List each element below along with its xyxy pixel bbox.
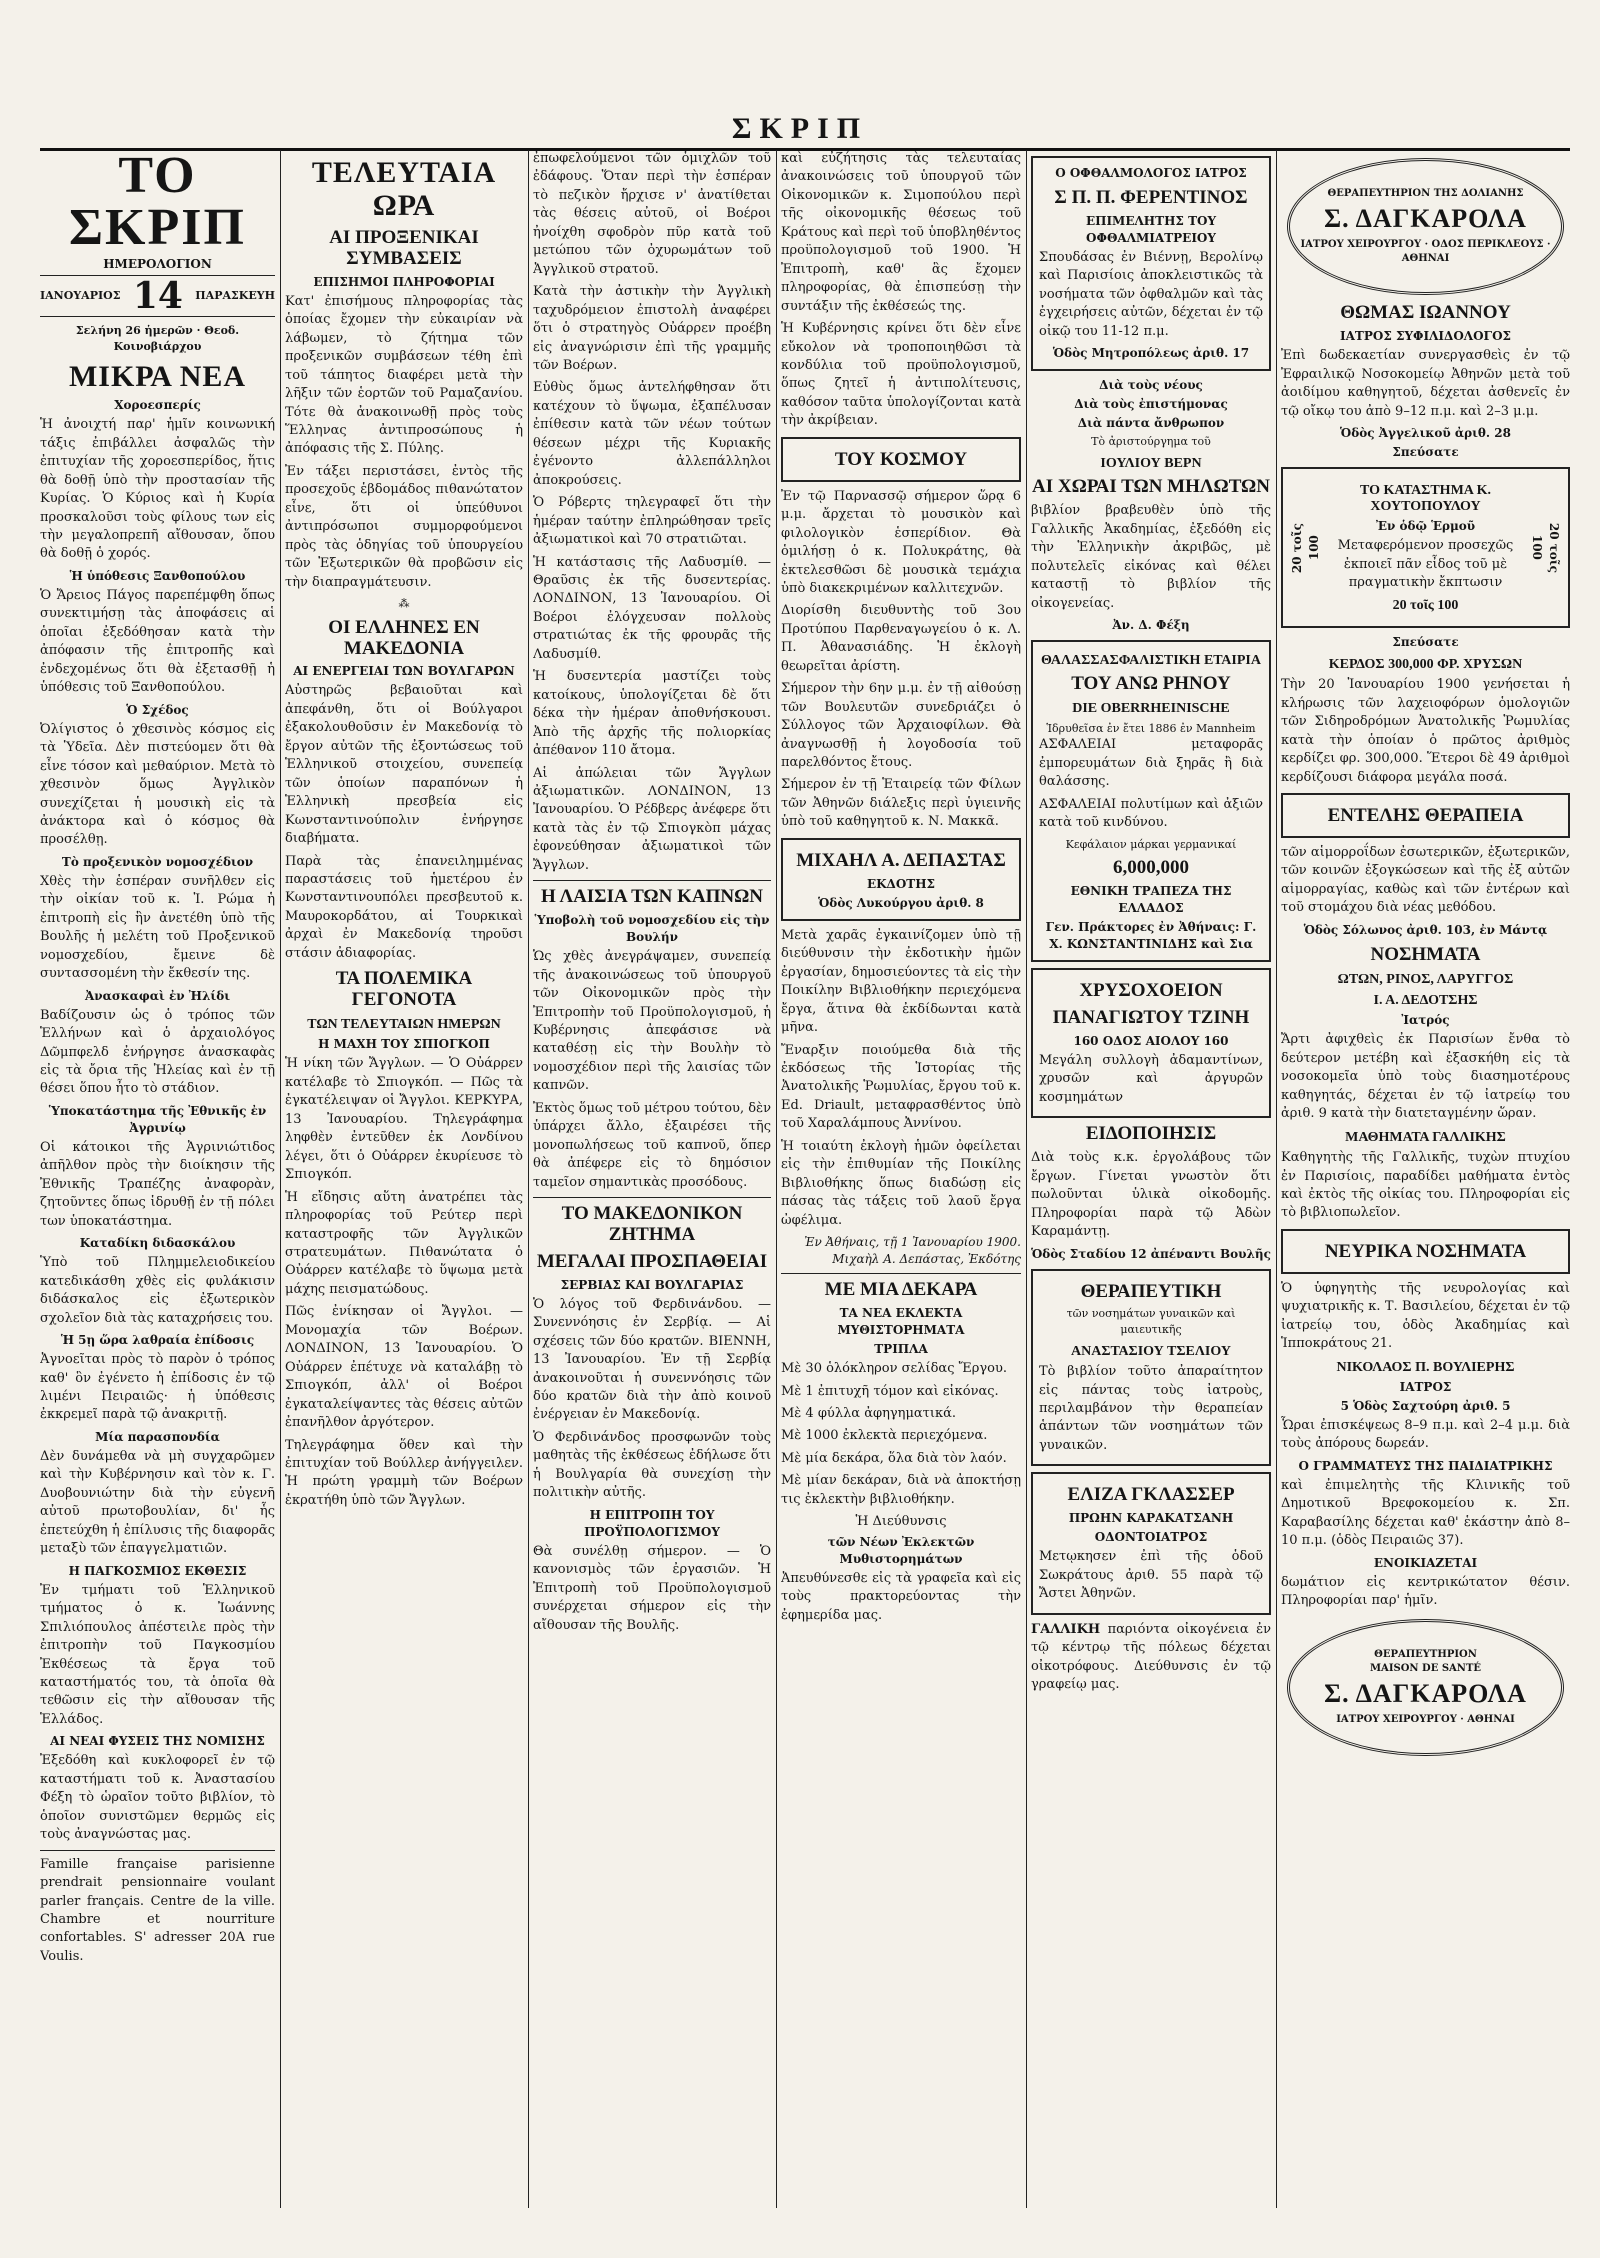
clinic2-name: Σ. ΔΑΓΚΑΡΟΛΑ [1324,1679,1527,1709]
greeks-macedonia-title: ΟΙ ΕΛΛΗΝΕΣ ΕΝ ΜΑΚΕΔΟΝΙΑ [328,616,480,659]
article-paragraph: Ὁ Φερδινάνδος προσφωνῶν τοὺς μαθητὰς τῆς ἐκθέσεως ἐδήλωσε ὅτι ἡ Βουλγαρία θὰ συνεχίσῃ τὴν πολιτικὴν αὐτῆς. [533,1429,771,1501]
novels-list-item: Μὲ μία δεκάρα, ὅλα διὰ τὸν λαόν. [781,1450,1007,1466]
notice-address: Ὁδὸς Σταδίου 12 ἀπέναντι Βουλῆς [1031,1246,1271,1261]
article-paragraph: Ἡ εἴδησις αὕτη ἀνατρέπει τὰς πληροφορίας τοῦ Ρεύτερ περὶ καταστροφῆς τῶν Ἀγγλικῶν στρατευμάτων. Πιθανώτατα ὁ Οὐάρρεν κατέλαβε τὸ ὕψωμα μετὰ μάχης πεισματώδους. [285,1189,523,1297]
article-paragraph: Πῶς ἐνίκησαν οἱ Ἄγγλοι. — Μονομαχία τῶν Βοέρων. ΛΟΝΔΙΝΟΝ, 13 Ἰανουαρίου. Ὁ Οὐάρρεν ἐπέτυχε νὰ καταλάβῃ τὸ Σπιογκόπ, ἀλλ' οἱ Βοέροι ἐγκαταλείψαντες τὰς θέσεις αὐτῶν ἐπανῆλθον ἀργότερον. [285,1304,523,1431]
jeweller-ad [1031,968,1271,1118]
dentist-name: ΕΛΙΖΑ ΓΚΛΑΣΣΕΡ [1067,1484,1235,1506]
novels-list [781,1360,1021,1468]
insurance-title: ΘΑΛΑΣΣΑΣΦΑΛΙΣΤΙΚΗ ΕΤΑΙΡΙΑ [1041,653,1261,669]
date-month: ΙΑΝΟΥΑΡΙΟΣ [40,289,121,303]
news-item-text: Οἱ κάτοικοι τῆς Ἀγρινιώτιδος ἀπῆλθον πρὸς τὴν διοίκησιν τῆς Ἐθνικῆς Τραπέζης ἀναφορὰν, ζητοῦντες ὅπως ἱδρυθῇ ἐν τῇ πόλει των ὑποκατάστημα. [40,1139,275,1229]
jeweller-title: ΧΡΥΣΟΧΟΕΙΟΝ [1079,980,1223,1002]
divider [781,1273,1021,1274]
insurance-bank: ΕΘΝΙΚΗ ΤΡΑΠΕΖΑ ΤΗΣ ΕΛΛΑΔΟΣ [1070,884,1232,916]
article-paragraph: Τηλεγράφημα ὅθεν καὶ τὴν ἐπιτυχίαν τοῦ Βούλλερ ἀνήγγειλεν. Ἡ πρώτη γραμμὴ τῶν Βοέρων ἐκρατήθη ὑπὸ τῶν Ἄγγλων. [285,1437,523,1508]
ad-text: Σπουδάσας ἐν Βιέννῃ, Βερολίνῳ καὶ Παρισίοις ἀποκλειστικῶς τὰ νοσήματα τῶν ὀφθαλμῶν καὶ τὰς ἐγχειρήσεις αὐτῶν, δέχεται ἐν τῷ οἰκῷ του 11-12 π.μ. [1039,249,1263,339]
news-item-heading: Καταδίκη διδασκάλου [79,1236,236,1251]
for-rent-text: δωμάτιον εἰς κεντρικώτατον θέσιν. Πληροφορίαι παρ' ἡμῖν. [1281,1574,1570,1609]
notice-text: Διὰ τοὺς κ.κ. ἐργολάβους τῶν ἔργων. Γίνεται γνωστὸν ὅτι πωλοῦνται ὑλικὰ οἰκοδομῆς. Πληροφορίαι παρὰ τῷ Ἀδὼν Καραμάντῃ. [1031,1150,1271,1240]
news-item [40,988,275,1099]
news-item [40,1103,275,1231]
column-divider [528,150,529,2208]
article-paragraph: Σήμερον τὴν 6ην μ.μ. ἐν τῇ αἰθούσῃ τῶν Βουλευτῶν συνεδριάζει ὁ Σύλλογος τῶν Ἀρχαιοφίλων. Θὰ ἀναγνωσθῇ ἡ λογοδοσία τοῦ παρελθόντος ἔτους. [781,681,1021,771]
tobacco-title: Η ΛΑΙΣΙΑ ΤΩΝ ΚΑΠΝΩΝ [540,886,764,908]
news-item-text: Ἐξεδόθη καὶ κυκλοφορεῖ ἐν τῷ καταστήματι τοῦ κ. Ἀναστασίου Φέξη τὸ ὡραῖον τοῦτο βιβλίον, τὸ ὁποῖον συνιστῶμεν θερμῶς εἰς τοὺς ἀναγνώστας μας. [40,1753,275,1843]
article-paragraph: Μὲ μίαν δεκάραν, διὰ νὰ ἀποκτήσῃ τις ἐκλεκτὴν βιβλιοθήκην. [781,1473,1021,1507]
consular-treaties-title: ΑΙ ΠΡΟΞΕΝΙΚΑΙ ΣΥΜΒΑΣΕΙΣ [329,227,479,269]
date-line: Σελήνη 26 ἡμερῶν · Θεοδ. Κοινοβιάρχου [75,324,240,353]
insurance-agents: Γεν. Πράκτορες ἐν Ἀθήναις: Γ. Χ. ΚΩΝΣΤΑΝΤΙΝΙΔΗΣ καὶ Σια [1045,920,1257,952]
novels-list-item: Μὲ 4 φύλλα ἀφηγηματικά. [781,1406,956,1421]
ad-doctor-title: ΕΠΙΜΕΛΗΤΗΣ ΤΟΥ ΟΦΘΑΛΜΙΑΤΡΕΙΟΥ [1085,213,1217,245]
ad-doctor-name: Σ Π. Π. ΦΕΡΕΝΤΙΝΟΣ [1054,187,1248,209]
insurance-row: ΑΣΦΑΛΕΙΑΙ πολυτίμων καὶ ἀξιῶν κατὰ τοῦ κινδύνου. [1039,796,1263,831]
article-paragraph: ἐπωφελούμενοι τῶν ὁμιχλῶν τοῦ ἐδάφους. Ὅταν περὶ τὴν ἑσπέραν τὸ πεζικὸν ἤρχισε ν' ἀνατίθεται τὰς θέσεις αὐτοῦ, οἱ Βοέροι ἠνοίχθη σφοδρὸν πῦρ κατὰ τοῦ μετώπου τῶν ὀχυρωμάτων τοῦ Ἀγγλικοῦ στρατοῦ. [533,151,771,277]
column-4 [781,150,1021,2208]
nervous-box [1281,1229,1570,1274]
ad-text: βιβλίον βραβευθὲν ὑπὸ τῆς Γαλλικῆς Ἀκαδημίας, ἐξεδόθη εἰς τὴν Ἑλληνικὴν ἀκριβῶς, μὲ πολυτελεῖς εἰκόνας καὶ θέλει καταστῇ τὸ βιβλίον τῆς οἰκογενείας. [1031,503,1271,611]
ad-line: Διὰ πάντα ἄνθρωπον [1077,416,1225,431]
notice-title: ΕΙΔΟΠΟΙΗΣΙΣ [1085,1123,1217,1145]
news-item-heading: ΑΙ ΝΕΑΙ ΦΥΣΕΙΣ ΤΗΣ ΝΟΜΙΣΗΣ [50,1734,265,1749]
clinic-logo [1287,158,1564,295]
insurance-founded: Ἱδρυθεῖσα ἐν ἔτει 1886 ἐν Mannheim [1046,721,1256,735]
article-paragraph: Ἡ δυσεντερία μαστίζει τοὺς κατοίκους, ὑπολογίζεται δὲ ὅτι δέκα τὴν ἡμέραν ἀποθνήσκουσι. Ἀπὸ τῆς ἀρχῆς τῆς πολιορκίας ἀπέθανον 110 ἄτομα. [533,669,771,759]
macedonian-question-title: ΤΟ ΜΑΚΕΔΟΝΙΚΟΝ ΖΗΤΗΜΑ [561,1203,743,1245]
insurance-row: ΑΣΦΑΛΕΙΑΙ μεταφορᾶς ἐμπορευμάτων διὰ ξηρᾶς ἢ διὰ θαλάσσης. [1039,737,1263,790]
publisher-box [781,838,1021,921]
headline-last-hour: ΤΕΛΕΥΤΑΙΑ ΩΡΑ [311,156,497,222]
jeweller-text: Μεγάλη συλλογὴ ἀδαμαντίνων, χρυσῶν καὶ ἀργυρῶν κοσμημάτων [1039,1053,1263,1105]
calendar-heading: ΗΜΕΡΟΛΟΓΙΟΝ [103,257,212,271]
jeweller-name: ΠΑΝΑΓΙΩΤΟΥ ΤΖΙΝΗ [1052,1007,1250,1029]
news-item [40,702,275,850]
news-item [40,854,275,984]
society-title: ΤΟΥ ΚΟΣΜΟΥ [834,448,968,470]
therapeutics-subtitle: τῶν νοσημάτων γυναικῶν καὶ μαιευτικῆς [1066,1307,1236,1337]
news-item-heading: Ἡ 5ῃ ὥρα λαθραία ἐπίδοσις [60,1333,255,1348]
article-paragraph: Ἡ Κυβέρνησις κρίνει ὅτι δὲν εἶνε εὔκολον νὰ τροποποιηθῶσι τὰ κονδύλια τοῦ προϋπολογισμοῦ, ὅπως ζητεῖ ἡ ἀντιπολίτευσις, καθόσον ταῦτα ὑπολογίζονται κατὰ τὴν ἀκρίβειαν. [781,321,1021,429]
ad-author: ΙΟΥΛΙΟΥ ΒΕΡΝ [1100,455,1202,471]
society-box [781,437,1021,482]
diseases-subtitle: ΩΤΩΝ, ΡΙΝΟΣ, ΛΑΡΥΓΓΟΣ [1337,971,1514,987]
management-subtitle: τῶν Νέων Ἐκλεκτῶν Μυθιστορημάτων [827,1534,975,1566]
doctor-address: Ὁδὸς Ἀγγελικοῦ ἀριθ. 28 [1340,426,1511,441]
ad-line: Τὸ ἀριστούργημα τοῦ [1091,435,1211,449]
ad-line: Διὰ τοὺς ἐπιστήμονας [1074,397,1228,412]
column-divider [1276,150,1277,2208]
masthead [0,0,1600,170]
doctor2-address: 5 Ὁδὸς Σαχτούρη ἀριθ. 5 [1340,1399,1511,1413]
ad-book-title: ΑΙ ΧΩΡΑΙ ΤΩΝ ΜΗΛΩΤΩΝ [1032,476,1270,498]
date-day: 14 [132,275,183,318]
article-paragraph: Ἡ νίκη τῶν Ἄγγλων. — Ὁ Οὐάρρεν κατέλαβε τὸ Σπιογκόπ. — Πῶς τὰ ἐγκατέλειψαν οἱ Ἄγγλοι. ΚΕΡΚΥΡΑ, 13 Ἰανουαρίου. Τηλεγράφημα ληφθὲν ἐντεῦθεν ἐκ Λονδίνου λέγει, ὅτι ὁ Οὐάρρεν ἐκυρίευσε τὸ Σπιογκόπ. [285,1056,523,1183]
newspaper-logo: ΤΟ ΣΚΡΙΠ [69,150,246,256]
discount-side-left: 20 τοῖς 100 [1290,522,1322,573]
doctor-title: ΙΑΤΡΟΣ ΣΥΦΙΛΙΔΟΛΟΓΟΣ [1339,329,1512,344]
clinic2-sub: MAISON DE SANTÉ [1369,1662,1482,1674]
pediatric-text: καὶ ἐπιμελητὴς τῆς Κλινικῆς τοῦ Δημοτικοῦ Βρεφοκομείου κ. Σπ. Καραβασίλης δέχεται καθ' ἑκάστην ἀπὸ 8–10 π.μ. (ὁδὸς Πειραιῶς 37). [1281,1477,1570,1549]
pediatric-title: Ο ΓΡΑΜΜΑΤΕΥΣ ΤΗΣ ΠΑΙΔΙΑΤΡΙΚΗΣ [1298,1458,1553,1473]
lottery-title: ΚΕΡΔΟΣ 300,000 ΦΡ. ΧΡΥΣΩΝ [1328,656,1523,672]
article-paragraph: Ἡ κατάστασις τῆς Λαδυσμίθ. — Θραῦσις ἐκ τῆς δυσεντερίας. ΛΟΝΔΙΝΟΝ, 13 Ἰανουαρίου. Οἱ Βοέροι ἐλόγχευσαν πολλοὺς στρατιώτας ἐκ τῆς φρουρᾶς τῆς Λαδυσμίθ. [533,554,771,662]
clinic2-bottom: ΙΑΤΡΟΥ ΧΕΙΡΟΥΡΓΟΥ · ΑΘΗΝΑΙ [1336,1714,1515,1725]
ad-seller: Ἀν. Δ. Φέξη [1112,617,1190,632]
news-item-text: Βαδίζουσιν ὡς ὁ τρόπος τῶν Ἑλλήνων καὶ ὁ ἀρχαιολόγος Δῶμπφελδ ἐνήργησε ἀνασκαφὰς εἰς τὰ ὄρια τῆς Ἠλείας καὶ ἐν τῇ θέσει ὅπου ἦτο τὸ στάδιον. [40,1007,275,1097]
novels-list-item: Μὲ 30 ὁλόκληρον σελίδας Ἔργου. [781,1361,1007,1377]
divider [533,1197,771,1198]
novels-subtitle: ΤΑ ΝΕΑ ΕΚΛΕΚΤΑ ΜΥΘΙΣΤΟΡΗΜΑΤΑ [837,1306,965,1338]
ent-doctor-text: Ἄρτι ἀφιχθεὶς ἐκ Παρισίων ἔνθα τὸ δεύτερον μετέβη καὶ ἐξασκήθη εἰς τὰ νοσοκομεῖα ὑπὸ τοὺς διασημοτέρους καθηγητάς, δέχεται ἐν τῷ ἰατρείῳ του ἀριθ. 9 κατὰ τὴν διατεταγμένην ὥραν. [1281,1032,1570,1122]
verne-ad [1031,377,1271,634]
french-lessons-text: Καθηγητὴς τῆς Γαλλικῆς, τυχὼν πτυχίου ἐν Παρισίοις, παραδίδει μαθήματα ἐντὸς καὶ ἐκτὸς τῆς οἰκίας του. Πληροφορίαι εἰς τὸ βιβλιοπωλεῖον. [1281,1150,1570,1221]
news-item-heading: Ὁ Σχέδος [126,702,189,717]
news-item-text: Ὁ Ἄρειος Πάγος παρεπέμφθη ὅπως συνεκτιμήσῃ τὰς ἀποφάσεις αἱ ὁποῖαι ἐξεδόθησαν κατὰ τὴν ἀπόφασιν τῆς ἐπιτροπῆς καὶ ἐνδεχομένως ὅτι θὰ ἐξετασθῇ ἡ ὑπόθεσις τοῦ Ξανθοπούλου. [40,587,275,696]
news-item [40,1733,275,1844]
war-events-title: ΤΑ ΠΟΛΕΜΙΚΑ ΓΕΓΟΝΟΤΑ [335,968,473,1011]
nervous-title: ΝΕΥΡΙΚΑ ΝΟΣΗΜΑΤΑ [1324,1240,1527,1262]
news-item-heading: Ἀνασκαφαὶ ἐν Ἠλίδι [84,988,231,1003]
war-events-title-2: ΤΩΝ ΤΕΛΕΥΤΑΙΩΝ ΗΜΕΡΩΝ [307,1017,501,1033]
article-paragraph: Σήμερον ἐν τῇ Ἑταιρείᾳ τῶν Φίλων τῶν Ἀθηνῶν διάλεξις περὶ ὑγιεινῆς ὑπὸ τοῦ καθηγητοῦ κ. Ν. Μακκᾶ. [781,777,1021,830]
nervous-text: Ὁ ὑφηγητὴς τῆς νευρολογίας καὶ ψυχιατρικῆς κ. Τ. Βασιλείου, δέχεται ἐν τῷ ἰατρείῳ του, ὁδὸς Ἀκαδημίας καὶ Ἱπποκράτους 21. [1281,1280,1570,1352]
bulgarian-actions-subtitle: ΑΙ ΕΝΕΡΓΕΙΑΙ ΤΩΝ ΒΟΥΛΓΑΡΩΝ [293,664,515,679]
column-divider [776,150,777,2208]
article-paragraph: Ἐν τάξει περιστάσει, ἐντὸς τῆς προσεχοῦς ἑβδομάδος πιθανώτατον εἶνε, ὅτι οἱ ὑπεύθυνοι ἀντιπρόσωποι συμμορφούμενοι πρὸς τὰς ὁδηγίας τοῦ ὑπουργείου τῶν Ἐξωτερικῶν θὰ προβῶσιν εἰς τὴν διαπραγμάτευσιν. [285,463,523,590]
date-block [40,275,275,317]
dekara-title: ΜΕ ΜΙΑ ΔΕΚΑΡΑ [824,1279,978,1301]
dentist-former-name: ΠΡΩΗΝ ΚΑΡΑΚΑΤΣΑΝΗ [1068,1511,1234,1526]
budget-committee-title: Η ΕΠΙΤΡΟΠΗ ΤΟΥ ΠΡΟΫΠΟΛΟΓΙΣΜΟΥ [584,1507,720,1539]
notice-ad [1031,1124,1271,1262]
doctor-name: ΘΩΜΑΣ ΙΩΑΝΝΟΥ [1340,302,1511,324]
masthead-title: ΣΚΡΙΠ [731,112,869,145]
ad-address: Ὁδὸς Μητροπόλεως ἀριθ. 17 [1052,346,1250,361]
news-item [40,568,275,698]
official-info-subtitle: ΕΠΙΣΗΜΟΙ ΠΛΗΡΟΦΟΡΙΑΙ [313,274,495,289]
tobacco-subtitle: Ὑποβολὴ τοῦ νομοσχεδίου εἰς τὴν Βουλήν [534,913,770,945]
clinic-logo-name: Σ. ΔΑΓΚΑΡΟΛΑ [1324,204,1527,234]
treatment-title: ΕΝΤΕΛΗΣ ΘΕΡΑΠΕΙΑ [1327,804,1524,826]
insurance-name: ΤΟΥ ΑΝΩ ΡΗΝΟΥ [1071,673,1231,695]
column-1 [40,150,275,2208]
shop-sale-ad [1281,467,1570,628]
ent-doctor-title: Ἰατρός [1401,1013,1450,1028]
publisher-name: ΜΙΧΑΗΛ Α. ΔΕΠΑΣΤΑΣ [796,849,1006,871]
column-divider [280,150,281,2208]
shop-name: ΤΟ ΚΑΤΑΣΤΗΜΑ Κ. ΧΟΥΤΟΠΟΥΛΟΥ [1359,483,1492,514]
signature-name: Μιχαὴλ Α. Δεπάστας, Ἐκδότης [832,1252,1021,1267]
article-paragraph: Αἱ ἀπώλειαι τῶν Ἄγγλων ἀξιωματικῶν. ΛΟΝΔΙΝΟΝ, 13 Ἰανουαρίου. Ὁ Ρέδβερς ἀνέφερε ὅτι κατὰ τὰς ἐν τῷ Σπιογκὸπ μάχας ἐφονεύθησαν ἀξιωματικοὶ τῶν Ἄγγλων. [533,765,771,873]
french-lessons-title: ΜΑΘΗΜΑΤΑ ΓΑΛΛΙΚΗΣ [1345,1129,1506,1145]
novels-list-item: Μὲ 1 ἐπιτυχῆ τόμον καὶ εἰκόνας. [781,1383,999,1399]
therapeutics-title: ΘΕΡΑΠΕΥΤΙΚΗ [1080,1280,1222,1302]
article-paragraph: Μετὰ χαρᾶς ἐγκαινίζομεν ὑπὸ τῇ διεύθυνσιν τὴν ἐκδοτικὴν ἡμῶν ἐργασίαν, δημοσιεύοντες τὰ εἰς τὴν Ποικίλην Βιβλιοθήκην περιεχόμενα ἔργα, ἅτινα θὰ ἐκδίδωνται κατὰ μῆνα. [781,927,1021,1036]
section-title: ΜΙΚΡΑ ΝΕΑ [68,360,247,394]
jeweller-address: 160 ΟΔΟΣ ΑΙΟΛΟΥ 160 [1073,1033,1229,1048]
hurry-label: Σπεύσατε [1392,445,1459,460]
publisher-address: Ὁδὸς Λυκούργου ἀριθ. 8 [818,895,984,910]
news-item-heading: Τὸ προξενικὸν νομοσχέδιον [61,854,254,869]
diseases-title: ΝΟΣΗΜΑΤΑ [1370,943,1481,965]
news-item [40,1332,275,1425]
clinic-logo-2 [1287,1619,1564,1756]
article-paragraph: Εὐθὺς ὅμως ἀντελήφθησαν ὅτι κατέχουν τὸ ὕψωμα, ἐξαπέλυσαν ἐπίθεσιν κατὰ τῶν νέων τούτων θέσεων μέχρι τῆς Κυριακῆς ἐγένοντο ἀλλεπάλληλοι ἀποκρούσεις. [533,380,771,488]
management-title: Ἡ Διεύθυνσις [855,1514,947,1530]
divider [40,1850,275,1851]
insurance-german-name: DIE OBERRHEINISCHE [1072,701,1230,717]
shop-address: Ἐν ὁδῷ Ἑρμοῦ [1375,519,1476,534]
shop-text: Μεταφερόμενον προσεχῶς ἐκποιεῖ πᾶν εἶδος τοῦ μὲ πραγματικὴν ἔκπτωσιν [1337,538,1514,590]
article-paragraph: Ἡ τοιαύτη ἐκλογὴ ἡμῶν ὀφείλεται εἰς τὴν ἐπιθυμίαν τῆς Ποικίλης Βιβλιοθήκης ὅπως διαδώσῃ εἰς πάσας τὰς τάξεις τοῦ λαοῦ ἔργα ὠφέλιμα. [781,1138,1021,1228]
clinic2-top: ΘΕΡΑΠΕΥΤΗΡΙΟΝ [1374,1648,1477,1660]
article-paragraph: Ἀπευθύνεσθε εἰς τὰ γραφεῖα καὶ εἰς τοὺς πρακτορεύοντας τὴν ἐφημερίδα μας. [781,1570,1021,1623]
news-item-text: Ὀλίγιστος ὁ χθεσινὸς κόσμος εἰς τὰ Ὑδεῖα. Δὲν πιστεύομεν ὅτι θὰ εἶνε τόσον καὶ μεθαύριον. Μετὰ τὸ χθεσινὸν ὅμως Ἀγγλικὸν συνεχίζεται ἡ μουσικὴ εἰς τὰ ἀνάκτορα καὶ ὁ κόσμος θὰ προσέλθῃ. [40,721,275,848]
doctor-text: Ἐπὶ δωδεκαετίαν συνεργασθεὶς ἐν τῷ Ἐφραιλικῷ Νοσοκομείῳ Ἀθηνῶν μετὰ τοῦ ἀοιδίμου καθηγητοῦ, δέχεται ἀσθενεῖς ἐν τῷ οἴκῳ του ἀπὸ 9–12 π.μ. καὶ 2–3 μ.μ. [1281,348,1570,419]
news-item-heading: Μία παρασπονδία [95,1429,220,1444]
article-paragraph: Θὰ συνέλθῃ σήμερον. — Ὁ κανονισμὸς τῶν ἐργασιῶν. Ἡ Ἐπιτροπὴ τοῦ Προϋπολογισμοῦ συνέρχεται σήμερον εἰς τὴν αἴθουσαν τῆς Βουλῆς. [533,1543,771,1633]
hurry-label-2: Σπεύσατε [1392,634,1459,649]
article-paragraph: Ὁ λόγος τοῦ Φερδινάνδου. — Συνεννόησις ἐν Σερβίᾳ. — Αἱ σχέσεις τῶν δύο κρατῶν. ΒΙΕΝΝΗ, 13 Ἰανουαρίου. Ἐν τῇ Σερβίᾳ ἀνακοινοῦται ἡ συνεννόησις τῶν δύο κρατῶν διὰ τὴν ἀπὸ κοινοῦ ἐνέργειαν ἐν Μακεδονίᾳ. [533,1296,771,1423]
discount-side-right: 20 τοῖς 100 [1529,522,1561,573]
news-item-text: Ἀγνοεῖται πρὸς τὸ παρὸν ὁ τρόπος καθ' ὃν ἐγένετο ἡ ἐπίδοσις ἐν τῷ λιμένι Πειραιῶς· ἡ ὑπόθεσις ἐκκρεμεῖ παρὰ τῷ ἀνακριτῇ. [40,1352,275,1423]
shop-discount: 20 τοῖς 100 [1392,598,1459,614]
french-notice: Famille française parisienne prendrait pensionnaire voulant parler français. Centre de la ville. Chambre et nourriture confortables. S' adresser 20A rue Voulis. [40,1856,275,1964]
for-rent-title: ΕΝΟΙΚΙΑΖΕΤΑΙ [1373,1555,1478,1570]
divider [533,880,771,881]
treatment-text: τῶν αἱμορροΐδων ἐσωτερικῶν, ἐξωτερικῶν, τῶν κοινῶν ἐξογκώσεων καὶ τῆς ἐξ αὐτῶν αἱμορραγίας, καθὼς καὶ τῶν ἐντέρων καὶ τοῦ στομάχου διὰ νέας μεθόδου. [1281,844,1570,916]
therapeutics-text: Τὸ βιβλίον τοῦτο ἀπαραίτητον εἰς πάντας τοὺς ἰατροὺς, περιλαμβάνον τὴν θεραπείαν ἁπάντων τῶν νοσημάτων τῶν γυναικῶν. [1039,1364,1263,1453]
article-paragraph: Ἔναρξιν ποιούμεθα διὰ τῆς ἐκδόσεως τῆς Ἱστορίας τῆς Ἀνατολικῆς Ῥωμυλίας, ἔργου τοῦ κ. Ed. Driault, μεταφρασθέντος ὑπὸ τοῦ Χαραλάμπους Ἀννίνου. [781,1042,1021,1132]
column-6 [1281,150,1570,2208]
clinic-logo-bottom: ΙΑΤΡΟΥ ΧΕΙΡΟΥΡΓΟΥ · ΟΔΟΣ ΠΕΡΙΚΛΕΟΥΣ · ΑΘΗΝΑΙ [1300,239,1551,265]
french-family-ad [1031,1621,1271,1695]
ad-line: Διὰ τοὺς νέους [1099,378,1203,393]
news-item-heading: Χοροεσπερίς [114,398,201,413]
dentist-title: ΟΔΟΝΤΟΙΑΤΡΟΣ [1094,1530,1208,1545]
column-2 [285,150,523,2208]
news-item [40,1563,275,1730]
article-paragraph: Ἐν τῷ Παρνασσῷ σήμερον ὥρᾳ 6 μ.μ. ἄρχεται τὸ μουσικὸν καὶ φιλολογικὸν ἑσπερίδιον. Θὰ ὁμιλήσῃ ὁ κ. Πολυκράτης, θὰ ἐκτελεσθῶσι δὲ μουσικὰ τεμάχια ὑπὸ διακεκριμένων καλλιτεχνῶν. [781,488,1021,596]
treatment-address: Ὁδὸς Σόλωνος ἀριθ. 103, ἐν Μάντᾳ [1303,922,1548,937]
news-item-heading: Ἡ ὑπόθεσις Ξανθοπούλου [69,568,246,583]
news-item [40,397,275,564]
dentist-ad [1031,1472,1271,1614]
lottery-text: Τὴν 20 Ἰανουαρίου 1900 γενήσεται ἡ κλήρωσις τῶν λαχειοφόρων ὁμολογιῶν τῶν Σιδηροδρόμων Ἀνατολικῆς Ῥωμυλίας κατὰ τὴν ὁποίαν ὁ πρῶτος ἀριθμὸς κερδίζει φρ. 300,000. Ἕτεροι δὲ 49 ἀριθμοὶ κερδίζουσι διάφορα μεγάλα ποσά. [1281,677,1570,785]
therapeutics-ad [1031,1269,1271,1467]
dentist-text: Μετῳκησεν ἐπὶ τῆς ὁδοῦ Σωκράτους ἀριθ. 55 παρὰ τῷ Ἄστει Ἀθηνῶν. [1039,1549,1263,1602]
novels-list-item: Μὲ 1000 ἐκλεκτὰ περιεχόμενα. [781,1428,988,1444]
news-item-text: Ἡ ἀνοιχτή παρ' ἡμῖν κοινωνική τάξις ἐπιβάλλει ἀσφαλῶς τὴν ἐπιτυχίαν τῆς χοροεσπερίδος, ἥτις θὰ δοθῇ ὑπὸ τὴν προστασίαν τῆς Κυρίας. Ὁ Κύριος καὶ ἡ Κυρία προσκαλοῦσι τοὺς φίλους των εἰς τὴν μεγαλοπρεπῆ αἴθουσαν, ὅπου θὰ δοθῇ ὁ χορός. [40,417,275,562]
battle-subtitle: Η ΜΑΧΗ ΤΟΥ ΣΠΙΟΓΚΟΠ [318,1037,490,1052]
article-paragraph: Ὁ Ρόβερτς τηλεγραφεῖ ὅτι τὴν ἡμέραν ταύτην ἐπληρώθησαν τρεῖς ἀξιωματικοὶ καὶ 70 στρατιῶται. [533,495,771,548]
great-efforts-title: ΜΕΓΑΛΑΙ ΠΡΟΣΠΑΘΕΙΑΙ [536,1250,768,1272]
column-3 [533,150,771,2208]
news-item-heading: Η ΠΑΓΚΟΣΜΙΟΣ ΕΚΘΕΣΙΣ [68,1563,247,1578]
therapeutics-author: ΑΝΑΣΤΑΣΙΟΥ ΤΣΕΛΙΟΥ [1070,1343,1231,1359]
insurance-ad [1031,640,1271,962]
date-weekday: ΠΑΡΑΣΚΕΥΗ [195,289,275,303]
doctor2-title: ΙΑΤΡΟΣ [1399,1379,1452,1394]
news-item-text: Χθὲς τὴν ἑσπέραν συνῆλθεν εἰς τὴν οἰκίαν τοῦ κ. Ἰ. Ρώμα ἡ ἐπιτροπὴ εἰς ἣν ἀνετέθη ὑπὸ τῆς Βουλῆς ἡ μελέτη τοῦ Προξενικοῦ νομοσχεδίου, ἔμεινε δὲ συντασσομένη τὴν ἔκθεσίν της. [40,873,275,982]
article-paragraph: καὶ εὐζήτησις τὰς τελευταίας ἀνακοινώσεις τοῦ ὑπουργοῦ τῶν Οἰκονομικῶν κ. Σιμοπούλου περὶ τῆς οἰκονομικῆς θέσεως τοῦ Κράτους καὶ περὶ τοῦ ὑποβληθέντος προϋπολογισμοῦ τοῦ 1900. Ἡ Ἐπιτροπὴ, καθ' ἃς ἔχομεν πληροφορίας, θὰ ἐπισπεύσῃ τὴν συντάξιν τῆς ἐκθέσεώς της. [781,151,1021,314]
news-item-text: Δὲν δυνάμεθα νὰ μὴ συγχαρῶμεν καὶ τὴν Κυβέρνησιν καὶ τὸν κ. Γ. Δυοβουνιώτην διὰ τὴν εὐγενῆ αὐτοῦ πρωτοβουλίαν, δι' ἧς ἐπετεύχθη ἡ ἐπίλυσις τῆς διαφορᾶς μεταξὺ τῶν ἐπαγγελματιῶν. [40,1448,275,1557]
column-5 [1031,150,1271,2208]
doctor2-text: Ὧραι ἐπισκέψεως 8–9 π.μ. καὶ 2–4 μ.μ. διὰ τοὺς ἀπόρους δωρεάν. [1281,1418,1570,1452]
news-item-text: Ὑπὸ τοῦ Πλημμελειοδικείου κατεδικάσθη χθὲς εἰς φυλάκισιν διδάσκαλος εἰς ἐξωτερικὸν σχολεῖον διὰ τὰς καταχρήσεις του. [40,1255,275,1326]
ornament: ⁂ [398,597,410,611]
capital-label: Κεφάλαιον μάρκαι γερμανικαί [1065,837,1237,851]
article-paragraph: Κατ' ἐπισήμους πληροφορίας τὰς ὁποίας ἔχομεν τὴν εὐκαιρίαν νὰ λάβωμεν, τὸ ζήτημα τῶν προξενικῶν συμβάσεων τέθη ἐπὶ τοῦ τάπητος διαφέρει μετὰ τὴν λῆξιν τῶν ἑορτῶν τοῦ Ραμαζανίου. Τότε θὰ ἀνακοινωθῇ πρὸς τοὺς Ἕλληνας ἀντιπροσώπους ἡ ἀπόφασις τῆς Σ. Πύλης. [285,293,523,457]
news-item [40,1235,275,1328]
serbia-bulgaria-subtitle: ΣΕΡΒΙΑΣ ΚΑΙ ΒΟΥΛΓΑΡΙΑΣ [560,1277,744,1292]
ad-keyword: ΓΑΛΛΙΚΗ [1031,1621,1101,1637]
news-item-text: Ἐν τμήματι τοῦ Ἑλληνικοῦ τμήματος ὁ κ. Ἰωάννης Σπιλιόπουλος ἀπέστειλε πρὸς τὴν ἐπιτροπὴν τοῦ Παγκοσμίου Ἐκθέσεως τὰ ἔργα τοῦ καταστήματός του, τὰ ὁποῖα θὰ τεθῶσιν εἰς τὴν αἴθουσαν τῆς Ἑλλάδος. [40,1582,275,1727]
ad-prefix: Ο ΟΦΘΑΛΜΟΛΟΓΟΣ ΙΑΤΡΟΣ [1055,166,1247,180]
triple-subtitle: ΤΡΙΠΛΑ [874,1342,928,1357]
article-paragraph: Ὡς χθὲς ἀνεγράψαμεν, συνεπείᾳ τῆς ἀνακοινώσεως τοῦ ὑπουργοῦ τῶν Οἰκονομικῶν πρὸς τὴν Ἐπιτροπὴν τοῦ Προϋπολογισμοῦ, ἡ Κυβέρνησις ἀπεφάσισε νὰ καταθέσῃ εἰς τὴν Βουλὴν τὸ νομοσχέδιον περὶ τῆς λαισίας τῶν καπνῶν. [533,949,771,1094]
article-paragraph: Διορίσθη διευθυντὴς τοῦ 3ου Προτύπου Παρθεναγωγείου ὁ κ. Λ. Π. Ἀθανασιάδης. Ἡ ἐκλογὴ θεωρεῖται ἀρίστη. [781,603,1021,674]
news-items [40,397,275,1844]
article-paragraph: Αὐστηρῶς βεβαιοῦται καὶ ἀπεφάνθη, ὅτι οἱ Βούλγαροι ἐξακολουθοῦσιν ἐν Μακεδονίᾳ τὸ ἔργον αὐτῶν τῆς ἐξοντώσεως τοῦ Ἑλληνικοῦ στοιχείου, συνεπείᾳ τῶν ὁποίων παραπόνων ἡ Ἑλληνικὴ πρεσβεία εἰς Κωνσταντινούπολιν ἐνήργησε διαβήματα. [285,683,523,847]
article-paragraph: Κατὰ τὴν ἀστικὴν τὴν Ἀγγλικὴ ταχυδρόμειον ἐπιστολὴ ἀναφέρει ὅτι ὁ στρατηγὸς Οὐάρρεν προέβη εἰς ἀναγνώρισιν ἐπὶ τῆς γραμμῆς τῶν Βοέρων. [533,284,771,373]
signature-date: Ἐν Ἀθήναις, τῇ 1 Ἰανουαρίου 1900. [804,1235,1021,1250]
news-item-heading: Ὑποκατάστημα τῆς Ἐθνικῆς ἐν Ἀγρινίῳ [48,1103,267,1135]
article-paragraph: Παρὰ τὰς ἐπανειλημμένας παραστάσεις τοῦ ἡμετέρου ἐν Κωνσταντινουπόλει πρεσβευτοῦ κ. Μαυροκορδάτου, αἱ Τουρκικαὶ ἀρχαὶ ἐν Μακεδονίᾳ τηροῦσι στάσιν ἀδιαφορίας. [285,853,523,961]
ophthalmologist-ad [1031,156,1271,371]
clinic-logo-top: ΘΕΡΑΠΕΥΤΗΡΙΟΝ ΤΗΣ ΔΟΛΙΑΝΗΣ [1327,188,1524,199]
publisher-role: ΕΚΔΟΤΗΣ [866,876,936,891]
article-paragraph: Ἐκτὸς ὅμως τοῦ μέτρου τούτου, δὲν ὑπάρχει ἄλλο, ἐξαιρέσει τῆς μονοπωλήσεως τοῦ καπνοῦ, ὅπερ θὰ ἀπέφερε εἰς τὸ δημόσιον ταμεῖον σημαντικὰς προσόδους. [533,1100,771,1190]
ad-text: παριόντα οἰκογένεια ἐν τῷ κέντρῳ τῆς πόλεως δέχεται οἰκοτρόφους. Διεύθυνσις ἐν τῷ γραφείῳ μας. [1031,1621,1271,1692]
capital-amount: 6,000,000 [1113,857,1189,879]
doctor2-name: ΝΙΚΟΛΑΟΣ Π. ΒΟΥΛΙΕΡΗΣ [1336,1359,1515,1375]
column-divider [1026,150,1027,2208]
ent-doctor-name: Ι. Α. ΔΕΔΟΤΣΗΣ [1373,992,1478,1008]
news-item [40,1429,275,1559]
treatment-box [1281,793,1570,838]
